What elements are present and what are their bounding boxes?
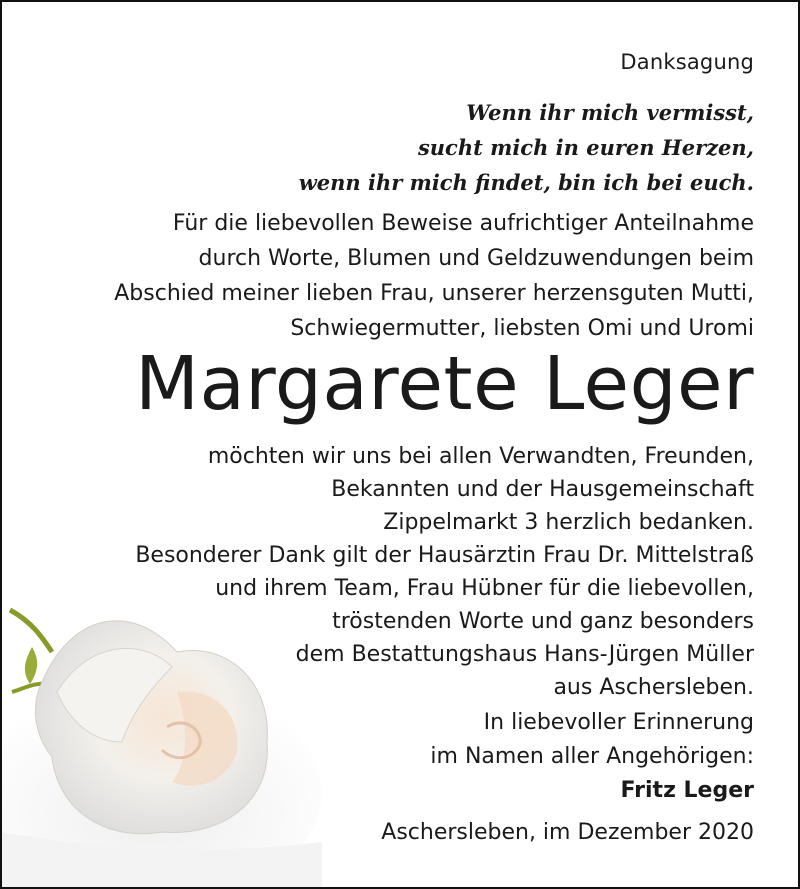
memorial-poem — [299, 95, 754, 200]
deceased-name: Margarete Leger — [135, 341, 754, 427]
poem-line: wenn ihr mich findet, bin ich bei euch. — [298, 170, 754, 195]
body-line: und ihrem Team, Frau Hübner für die liebevollen, — [215, 576, 754, 601]
body-line: möchten wir uns bei allen Verwandten, Freunden, — [207, 444, 754, 469]
notice-heading: Danksagung — [620, 50, 754, 74]
place-date: Aschersleben, im Dezember 2020 — [381, 820, 754, 845]
body-line: Besonderer Dank gilt der Hausärztin Frau Dr. Mittelstraß — [135, 543, 754, 568]
poem-line: Wenn ihr mich vermisst, — [466, 100, 754, 125]
intro-line: durch Worte, Blumen und Geldzuwendungen beim — [198, 246, 754, 271]
closing-line: In liebevoller Erinnerung — [483, 710, 754, 735]
body-line: Zippelmarkt 3 herzlich bedanken. — [383, 510, 754, 535]
signer-name: Fritz Leger — [620, 778, 754, 803]
thanks-intro — [114, 206, 754, 346]
intro-line: Für die liebevollen Beweise aufrichtiger Anteilnahme — [172, 211, 754, 236]
body-line: aus Aschersleben. — [553, 675, 754, 700]
body-line: dem Bestattungshaus Hans-Jürgen Müller — [295, 642, 754, 667]
poem-line: sucht mich in euren Herzen, — [417, 135, 754, 160]
thanks-body — [135, 440, 754, 704]
intro-line: Schwiegermutter, liebsten Omi und Uromi — [290, 316, 754, 341]
closing-block — [430, 706, 754, 808]
closing-line: im Namen aller Angehörigen: — [430, 744, 754, 769]
body-line: Bekannten und der Hausgemeinschaft — [331, 477, 754, 502]
intro-line: Abschied meiner lieben Frau, unserer herzensguten Mutti, — [114, 281, 754, 306]
body-line: tröstenden Worte und ganz besonders — [332, 609, 754, 634]
